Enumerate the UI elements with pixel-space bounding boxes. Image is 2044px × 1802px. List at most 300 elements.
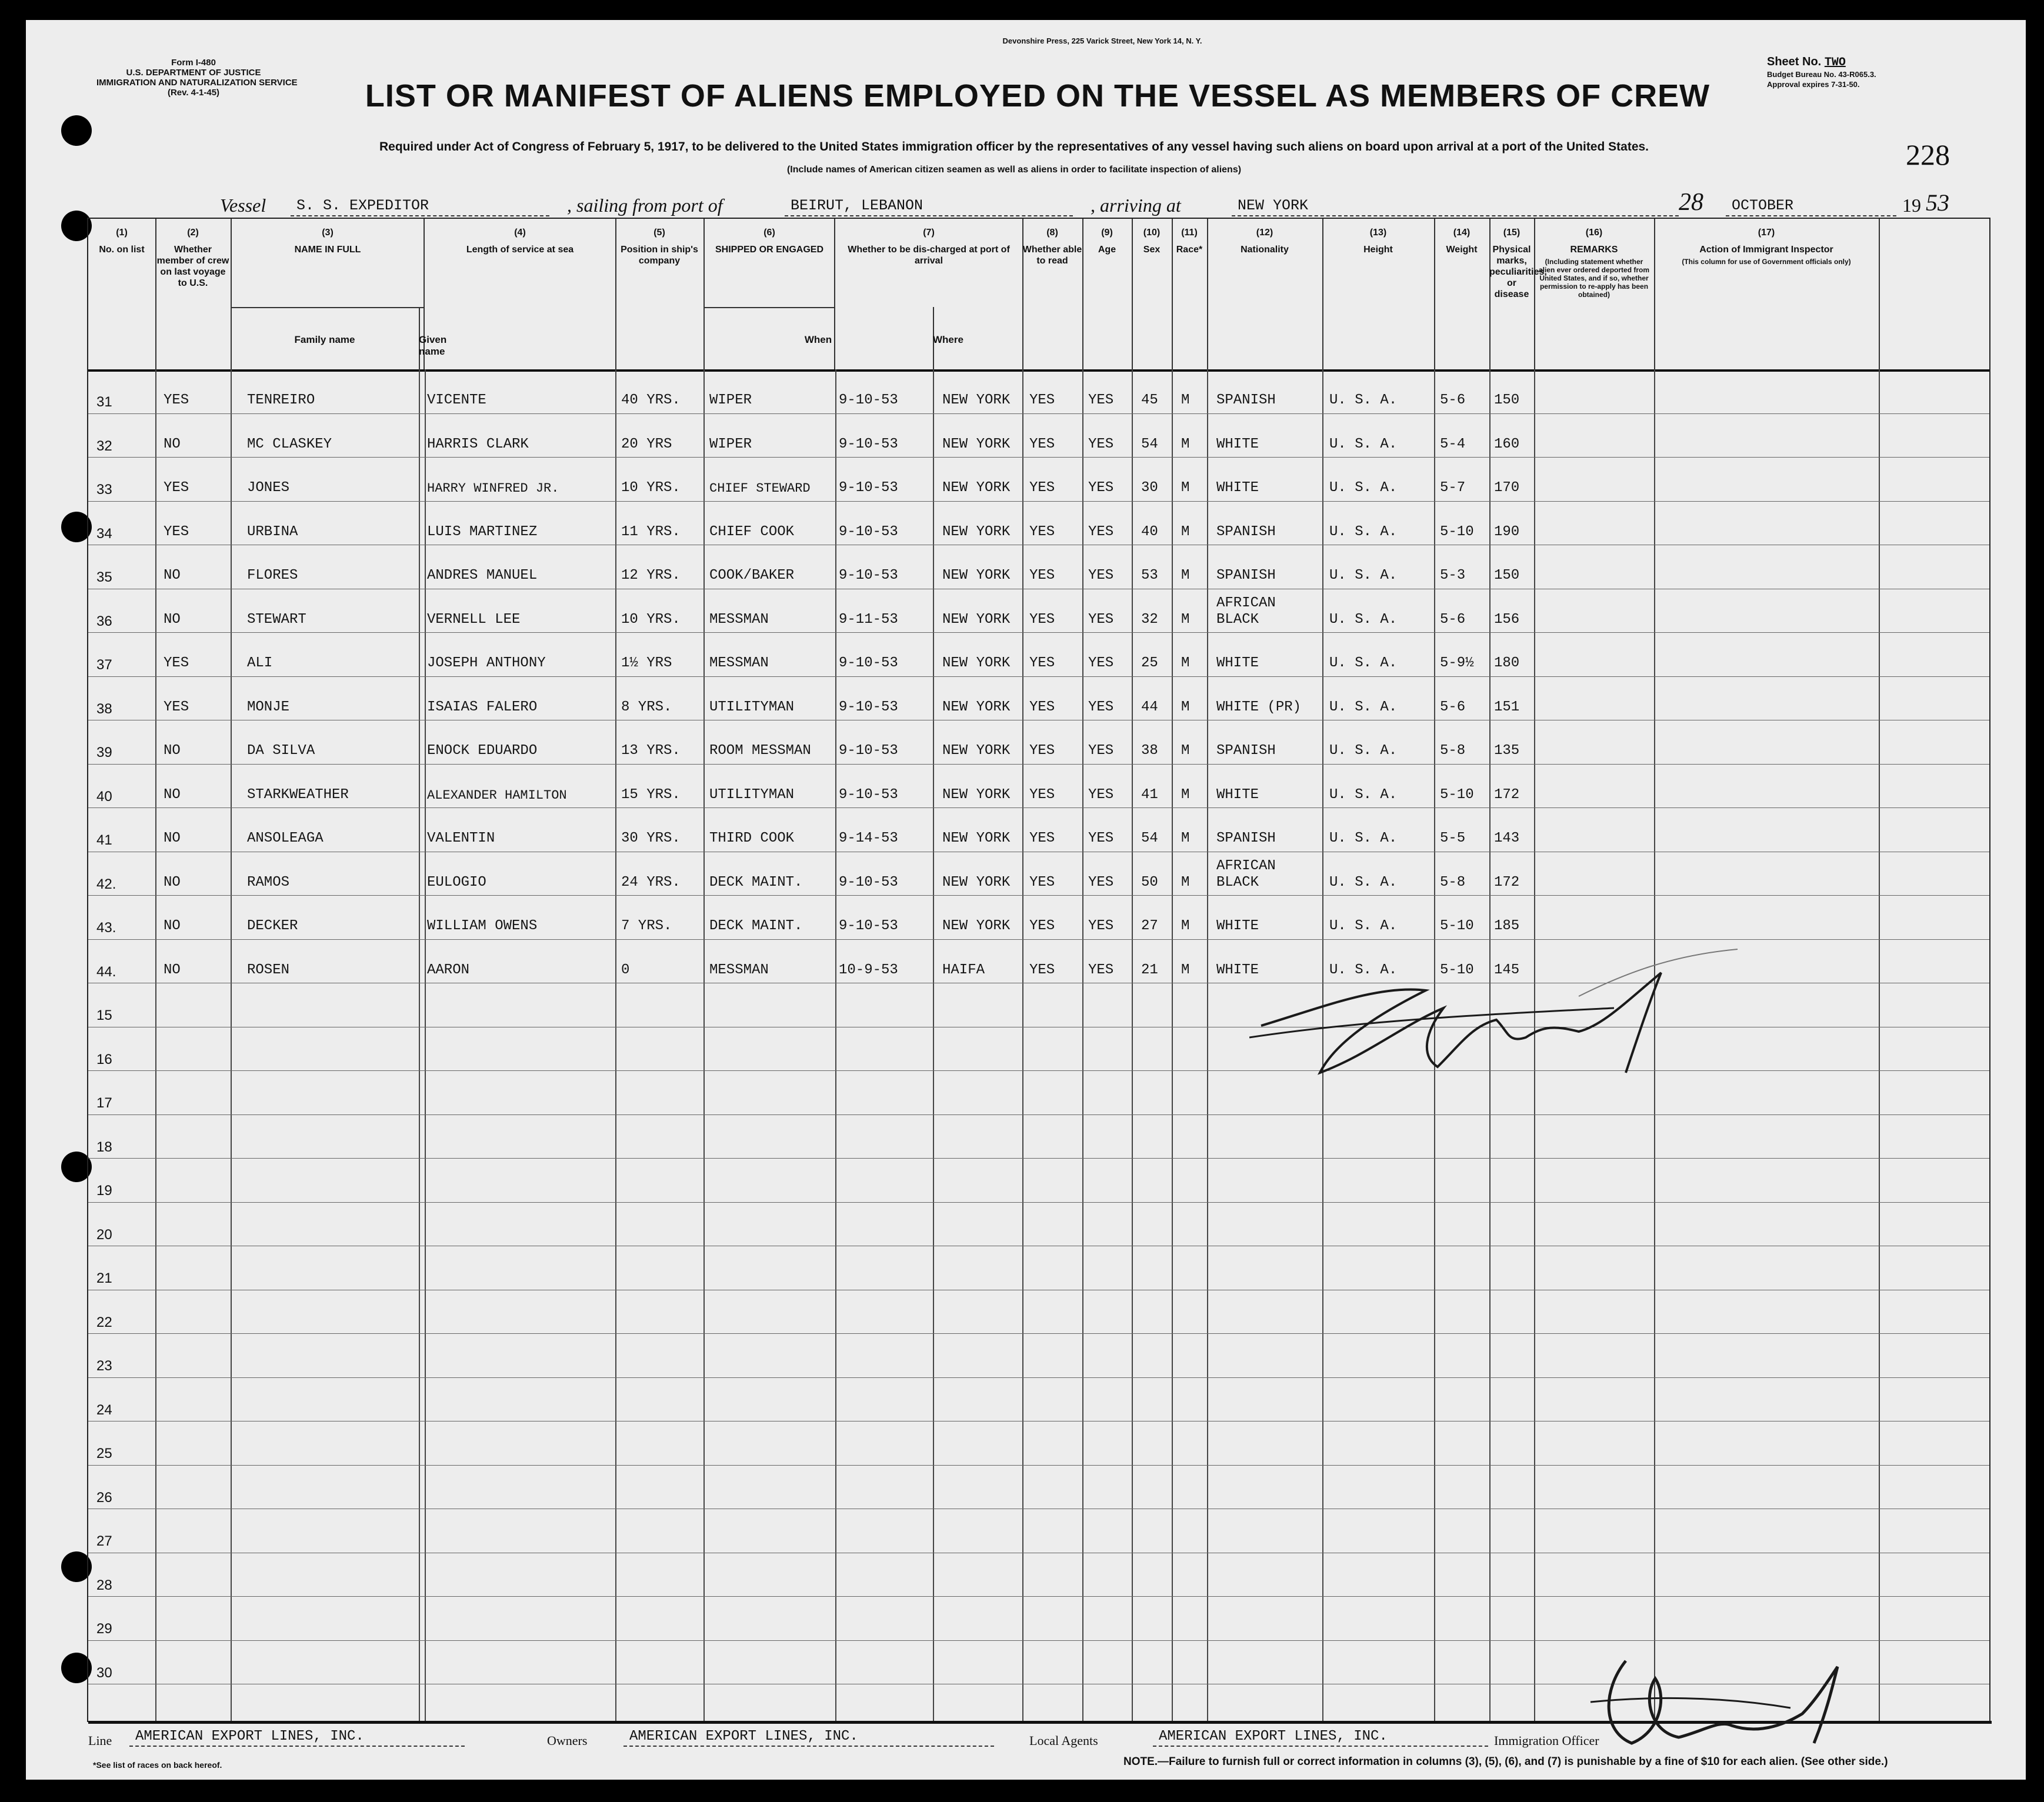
column-label: Age <box>1098 245 1116 255</box>
cell-family: DECKER <box>247 918 298 934</box>
cell-height: 5-10 <box>1440 786 1474 803</box>
table-row <box>88 852 1989 895</box>
cell-when: 10-9-53 <box>839 962 898 978</box>
column-number: (8) <box>1046 228 1058 238</box>
cell-race: WHITE <box>1216 962 1259 978</box>
cell-service: 1½ YRS <box>621 655 672 671</box>
cell-discharge: YES <box>1029 874 1055 890</box>
cell-read: YES <box>1088 568 1114 583</box>
table-row <box>88 1377 1989 1421</box>
table-row <box>88 1290 1989 1333</box>
cell-given: HARRIS CLARK <box>427 436 529 452</box>
local-agents-value: AMERICAN EXPORT LINES, INC. <box>1153 1728 1488 1747</box>
cell-where: NEW YORK <box>942 830 1011 846</box>
budget-bureau: Budget Bureau No. 43-R065.3. <box>1767 70 1876 79</box>
cell-height: 5-7 <box>1440 480 1466 496</box>
cell-given: WILLIAM OWENS <box>427 918 538 934</box>
cell-position: COOK/BAKER <box>709 568 795 583</box>
cell-family: STARKWEATHER <box>247 786 349 803</box>
cell-discharge: YES <box>1029 830 1055 846</box>
cell-nationality: U. S. A. <box>1329 392 1398 408</box>
row-number: 32 <box>96 438 112 454</box>
cell-age: 40 <box>1141 523 1158 540</box>
cell-race: SPANISH <box>1216 392 1276 408</box>
column-header-6 <box>703 219 835 369</box>
table-row <box>88 1202 1989 1246</box>
table-row <box>88 545 1989 588</box>
cell-race: SPANISH <box>1216 743 1276 759</box>
act-of-congress-notice: Required under Act of Congress of February 5, 1917, to be delivered to the United States immigration officer by the representatives of any vessel having such aliens on board upon arrival at a port of the United States. <box>379 140 1649 153</box>
column-label: Weight <box>1446 245 1478 255</box>
cell-when: 9-10-53 <box>839 655 898 671</box>
cell-when: 9-14-53 <box>839 830 898 846</box>
approval-expires: Approval expires 7-31-50. <box>1767 80 1860 89</box>
table-row <box>88 501 1989 545</box>
cell-given: ALEXANDER HAMILTON <box>427 787 567 803</box>
vessel-line <box>220 191 1985 220</box>
cell-weight: 145 <box>1494 962 1520 978</box>
cell-discharge: YES <box>1029 611 1055 628</box>
vessel-label: Vessel <box>220 195 266 216</box>
row-number: 28 <box>96 1577 112 1593</box>
cell-weight: 135 <box>1494 743 1520 759</box>
subheader-given-name: Given name <box>419 334 447 357</box>
row-number: 29 <box>96 1621 112 1637</box>
cell-nationality: U. S. A. <box>1329 743 1398 759</box>
form-identifier <box>96 58 298 98</box>
cell-discharge: YES <box>1029 392 1055 408</box>
column-label: Whether member of crew on last voyage to U.S. <box>156 245 229 288</box>
row-number: 33 <box>96 482 112 498</box>
cell-sex: M <box>1181 830 1190 846</box>
cell-service: 10 YRS. <box>621 611 681 628</box>
cell-service: 13 YRS. <box>621 743 681 759</box>
cell-nationality: U. S. A. <box>1329 611 1398 628</box>
cell-position: DECK MAINT. <box>709 918 803 934</box>
cell-sex: M <box>1181 699 1190 715</box>
cell-weight: 156 <box>1494 611 1520 628</box>
cell-given: HARRY WINFRED JR. <box>427 481 559 496</box>
row-number: 21 <box>96 1270 112 1286</box>
cell-sex: M <box>1181 392 1190 408</box>
row-number: 44. <box>96 963 116 980</box>
cell-sex: M <box>1181 786 1190 803</box>
table-row <box>88 1509 1989 1552</box>
cell-age: 25 <box>1141 655 1158 671</box>
cell-position: MESSMAN <box>709 655 769 671</box>
cell-race: WHITE <box>1216 480 1259 496</box>
row-number: 23 <box>96 1358 112 1374</box>
row-number: 17 <box>96 1095 112 1111</box>
owners-value: AMERICAN EXPORT LINES, INC. <box>623 1728 994 1747</box>
cell-where: NEW YORK <box>942 611 1011 628</box>
cell-race-line1: AFRICAN <box>1216 595 1276 611</box>
race-footnote: *See list of races on back hereof. <box>93 1760 222 1770</box>
table-row <box>88 1596 1989 1640</box>
cell-weight: 185 <box>1494 918 1520 934</box>
cell-family: MC CLASKEY <box>247 436 332 452</box>
cell-where: NEW YORK <box>942 874 1011 890</box>
column-header-7 <box>835 219 1023 369</box>
department: U.S. DEPARTMENT OF JUSTICE <box>126 68 261 78</box>
subheader-rule <box>231 307 425 308</box>
column-header-8 <box>1022 219 1083 369</box>
cell-weight: 180 <box>1494 655 1520 671</box>
cell-family: URBINA <box>247 523 298 540</box>
cell-discharge: YES <box>1029 480 1055 496</box>
cell-discharge: YES <box>1029 699 1055 715</box>
cell-family: MONJE <box>247 699 290 715</box>
column-label: Physical marks, peculiarities, or disease <box>1489 245 1547 299</box>
cell-when: 9-10-53 <box>839 568 898 583</box>
table-row <box>88 1465 1989 1509</box>
cell-weight: 160 <box>1494 436 1520 452</box>
cell-family: ROSEN <box>247 962 290 978</box>
table-row <box>88 369 1989 413</box>
column-label: No. on list <box>99 245 145 255</box>
cell-family: ANSOLEAGA <box>247 830 324 846</box>
cell-given: LUIS MARTINEZ <box>427 523 538 540</box>
column-label: Length of service at sea <box>466 245 574 255</box>
row-number: 37 <box>96 657 112 673</box>
cell-age: 30 <box>1141 480 1158 496</box>
cell-read: YES <box>1088 480 1114 496</box>
manifest-sheet <box>26 20 2026 1780</box>
cell-nationality: U. S. A. <box>1329 962 1398 978</box>
cell-sex: M <box>1181 918 1190 934</box>
column-header-15 <box>1489 219 1547 369</box>
cell-service: 15 YRS. <box>621 786 681 803</box>
cell-race: WHITE <box>1216 655 1259 671</box>
cell-discharge: YES <box>1029 918 1055 934</box>
cell-discharge: YES <box>1029 743 1055 759</box>
cell-family: STEWART <box>247 611 306 628</box>
cell-race: WHITE <box>1216 436 1259 452</box>
cell-nationality: U. S. A. <box>1329 568 1398 583</box>
cell-given: ANDRES MANUEL <box>427 568 538 583</box>
row-number: 41 <box>96 832 112 848</box>
cell-when: 9-10-53 <box>839 786 898 803</box>
cell-service: 40 YRS. <box>621 392 681 408</box>
arriving-at-label: , arriving at <box>1091 195 1181 216</box>
cell-sex: M <box>1181 568 1190 583</box>
cell-read: YES <box>1088 699 1114 715</box>
subheader-where: Where <box>933 334 963 345</box>
cell-position: DECK MAINT. <box>709 874 803 890</box>
row-number: 24 <box>96 1401 112 1418</box>
cell-age: 53 <box>1141 568 1158 583</box>
column-note: (Including statement whether alien ever ordered deported from United States, and if so, whether permission to re-apply has been obtained) <box>1538 258 1650 299</box>
cell-discharge: YES <box>1029 962 1055 978</box>
cell-prev: YES <box>164 480 189 496</box>
cell-sex: M <box>1181 480 1190 496</box>
table-row <box>88 589 1989 632</box>
column-label: Position in ship's company <box>621 245 698 266</box>
row-number: 18 <box>96 1139 112 1155</box>
page-number: 228 <box>1906 138 1950 171</box>
cell-height: 5-4 <box>1440 436 1466 452</box>
cell-service: 10 YRS. <box>621 480 681 496</box>
cell-given: JOSEPH ANTHONY <box>427 655 546 671</box>
cell-race: SPANISH <box>1216 523 1276 540</box>
include-names-notice: (Include names of American citizen seamen as well as aliens in order to facilitate inspection of aliens) <box>786 165 1242 175</box>
cell-race: SPANISH <box>1216 568 1276 583</box>
cell-service: 30 YRS. <box>621 830 681 846</box>
column-header-16 <box>1534 219 1655 369</box>
cell-weight: 151 <box>1494 699 1520 715</box>
column-header-11 <box>1172 219 1208 369</box>
cell-service: 24 YRS. <box>621 874 681 890</box>
cell-prev: YES <box>164 655 189 671</box>
cell-height: 5-10 <box>1440 918 1474 934</box>
cell-given: EULOGIO <box>427 874 486 890</box>
column-number: (1) <box>116 228 128 238</box>
immigration-officer-label: Immigration Officer <box>1494 1733 1599 1748</box>
line-value: AMERICAN EXPORT LINES, INC. <box>129 1728 465 1747</box>
cell-weight: 150 <box>1494 568 1520 583</box>
cell-read: YES <box>1088 962 1114 978</box>
sailing-from-label: , sailing from port of <box>567 195 723 216</box>
cell-read: YES <box>1088 874 1114 890</box>
cell-race: WHITE <box>1216 918 1259 934</box>
cell-given: VERNELL LEE <box>427 611 521 628</box>
cell-where: NEW YORK <box>942 655 1011 671</box>
cell-height: 5-8 <box>1440 743 1466 759</box>
cell-given: AARON <box>427 962 470 978</box>
row-number: 25 <box>96 1446 112 1461</box>
row-number: 40 <box>96 788 112 805</box>
cell-age: 41 <box>1141 786 1158 803</box>
cell-age: 38 <box>1141 743 1158 759</box>
officer-signature-mark <box>1579 1643 1885 1761</box>
column-number: (15) <box>1503 228 1521 238</box>
sailing-port: BEIRUT, LEBANON <box>785 197 1073 216</box>
cell-family: FLORES <box>247 568 298 583</box>
cell-discharge: YES <box>1029 436 1055 452</box>
column-number: (17) <box>1758 228 1775 238</box>
table-row <box>88 413 1989 457</box>
cell-where: NEW YORK <box>942 743 1011 759</box>
cell-race: WHITE <box>1216 786 1259 803</box>
cell-prev: YES <box>164 699 189 715</box>
column-number: (16) <box>1585 228 1603 238</box>
cell-discharge: YES <box>1029 568 1055 583</box>
cell-weight: 150 <box>1494 392 1520 408</box>
cell-read: YES <box>1088 743 1114 759</box>
column-number: (12) <box>1256 228 1273 238</box>
cell-position: CHIEF COOK <box>709 523 795 540</box>
cell-sex: M <box>1181 655 1190 671</box>
column-number: (2) <box>187 228 199 238</box>
column-label: Whether able to read <box>1022 245 1082 266</box>
cell-sex: M <box>1181 523 1190 540</box>
cell-position: MESSMAN <box>709 962 769 978</box>
cell-nationality: U. S. A. <box>1329 523 1398 540</box>
row-number: 31 <box>96 394 112 410</box>
cell-nationality: U. S. A. <box>1329 480 1398 496</box>
column-number: (4) <box>514 228 526 238</box>
arrival-month: OCTOBER <box>1726 197 1896 216</box>
cell-given: ENOCK EDUARDO <box>427 743 538 759</box>
cell-read: YES <box>1088 523 1114 540</box>
cell-when: 9-10-53 <box>839 874 898 890</box>
cell-age: 44 <box>1141 699 1158 715</box>
cell-height: 5-9½ <box>1440 655 1474 671</box>
cell-read: YES <box>1088 436 1114 452</box>
cell-family: TENREIRO <box>247 392 315 408</box>
cell-where: NEW YORK <box>942 480 1011 496</box>
table-row <box>88 1246 1989 1289</box>
cell-position: UTILITYMAN <box>709 699 795 715</box>
cell-prev: NO <box>164 743 181 759</box>
row-number: 35 <box>96 569 112 585</box>
column-header-17 <box>1654 219 1880 369</box>
cell-height: 5-10 <box>1440 523 1474 540</box>
column-number: (5) <box>653 228 665 238</box>
cell-sex: M <box>1181 874 1190 890</box>
cell-where: NEW YORK <box>942 568 1011 583</box>
column-number: (13) <box>1369 228 1387 238</box>
cell-family: JONES <box>247 480 290 496</box>
cell-nationality: U. S. A. <box>1329 655 1398 671</box>
cell-family: DA SILVA <box>247 743 315 759</box>
cell-age: 27 <box>1141 918 1158 934</box>
column-label: Sex <box>1143 245 1161 255</box>
cell-sex: M <box>1181 962 1190 978</box>
cell-position: ROOM MESSMAN <box>709 743 811 759</box>
cell-service: 20 YRS <box>621 436 672 452</box>
cell-age: 54 <box>1141 436 1158 452</box>
column-number: (10) <box>1143 228 1161 238</box>
cell-read: YES <box>1088 786 1114 803</box>
arrival-year-prefix: 19 <box>1902 195 1921 216</box>
column-number: (11) <box>1181 228 1198 238</box>
cell-where: NEW YORK <box>942 436 1011 452</box>
cell-given: VICENTE <box>427 392 486 408</box>
column-header-2 <box>155 219 232 369</box>
cell-weight: 143 <box>1494 830 1520 846</box>
cell-service: 8 YRS. <box>621 699 672 715</box>
column-number: (14) <box>1453 228 1471 238</box>
cell-prev: NO <box>164 611 181 628</box>
cell-service: 0 <box>621 962 630 978</box>
sheet-number-block <box>1767 55 1876 89</box>
cell-family: RAMOS <box>247 874 290 890</box>
row-number: 26 <box>96 1489 112 1506</box>
cell-nationality: U. S. A. <box>1329 436 1398 452</box>
column-label: Whether to be dis-charged at port of arrival <box>848 245 1010 266</box>
column-header-5 <box>615 219 705 369</box>
column-label: SHIPPED OR ENGAGED <box>715 245 824 255</box>
column-header-12 <box>1207 219 1323 369</box>
table-row <box>88 720 1989 763</box>
cell-age: 45 <box>1141 392 1158 408</box>
cell-when: 9-10-53 <box>839 743 898 759</box>
cell-height: 5-6 <box>1440 699 1466 715</box>
cell-prev: NO <box>164 962 181 978</box>
column-label: REMARKS <box>1570 245 1618 255</box>
column-header-10 <box>1132 219 1173 369</box>
cell-read: YES <box>1088 392 1114 408</box>
cell-race-line1: AFRICAN <box>1216 857 1276 874</box>
cell-sex: M <box>1181 743 1190 759</box>
cell-prev: NO <box>164 874 181 890</box>
cell-position: WIPER <box>709 392 752 408</box>
column-label: Race* <box>1176 245 1203 255</box>
cell-weight: 172 <box>1494 786 1520 803</box>
revision: (Rev. 4-1-45) <box>167 88 220 98</box>
cell-position: CHIEF STEWARD <box>709 481 811 496</box>
row-number: 39 <box>96 745 112 760</box>
column-header-1 <box>88 219 156 369</box>
cell-service: 11 YRS. <box>621 523 681 540</box>
cell-where: NEW YORK <box>942 918 1011 934</box>
table-row <box>88 1158 1989 1202</box>
cell-position: WIPER <box>709 436 752 452</box>
cell-race: BLACK <box>1216 611 1259 628</box>
punch-hole <box>61 115 92 146</box>
subheader-rule <box>703 307 835 308</box>
cell-read: YES <box>1088 655 1114 671</box>
arrival-day: 28 <box>1679 189 1703 216</box>
row-number: 16 <box>96 1051 112 1067</box>
cell-when: 9-10-53 <box>839 699 898 715</box>
cell-race: WHITE (PR) <box>1216 699 1302 715</box>
printer-credit: Devonshire Press, 225 Varick Street, New York 14, N. Y. <box>1002 36 1202 45</box>
cell-read: YES <box>1088 918 1114 934</box>
cell-nationality: U. S. A. <box>1329 830 1398 846</box>
cell-age: 32 <box>1141 611 1158 628</box>
column-header-4 <box>425 219 616 369</box>
local-agents-label: Local Agents <box>1029 1733 1098 1748</box>
cell-age: 54 <box>1141 830 1158 846</box>
cell-height: 5-8 <box>1440 874 1466 890</box>
row-number: 27 <box>96 1533 112 1549</box>
cell-discharge: YES <box>1029 786 1055 803</box>
cell-position: THIRD COOK <box>709 830 795 846</box>
cell-given: VALENTIN <box>427 830 495 846</box>
column-note: (This column for use of Government officials only) <box>1682 258 1851 266</box>
line-label: Line <box>88 1733 112 1748</box>
row-number: 34 <box>96 525 112 542</box>
cell-height: 5-10 <box>1440 962 1474 978</box>
column-header-13 <box>1322 219 1435 369</box>
cell-prev: YES <box>164 392 189 408</box>
cell-nationality: U. S. A. <box>1329 699 1398 715</box>
cell-age: 50 <box>1141 874 1158 890</box>
cell-prev: NO <box>164 830 181 846</box>
cell-nationality: U. S. A. <box>1329 874 1398 890</box>
cell-race: SPANISH <box>1216 830 1276 846</box>
owners-label: Owners <box>547 1733 588 1748</box>
table-row <box>88 895 1989 939</box>
table-row <box>88 764 1989 807</box>
table-row <box>88 1421 1989 1464</box>
cell-sex: M <box>1181 611 1190 628</box>
service: IMMIGRATION AND NATURALIZATION SERVICE <box>96 78 298 88</box>
table-header <box>88 219 1989 372</box>
cell-where: NEW YORK <box>942 392 1011 408</box>
cell-race: BLACK <box>1216 874 1259 890</box>
table-row <box>88 632 1989 676</box>
row-number: 19 <box>96 1183 112 1199</box>
row-number: 22 <box>96 1314 112 1330</box>
row-number: 38 <box>96 700 112 717</box>
arriving-port: NEW YORK <box>1232 197 1679 216</box>
cell-height: 5-6 <box>1440 611 1466 628</box>
column-number: (6) <box>763 228 775 238</box>
row-number: 43. <box>96 920 116 936</box>
